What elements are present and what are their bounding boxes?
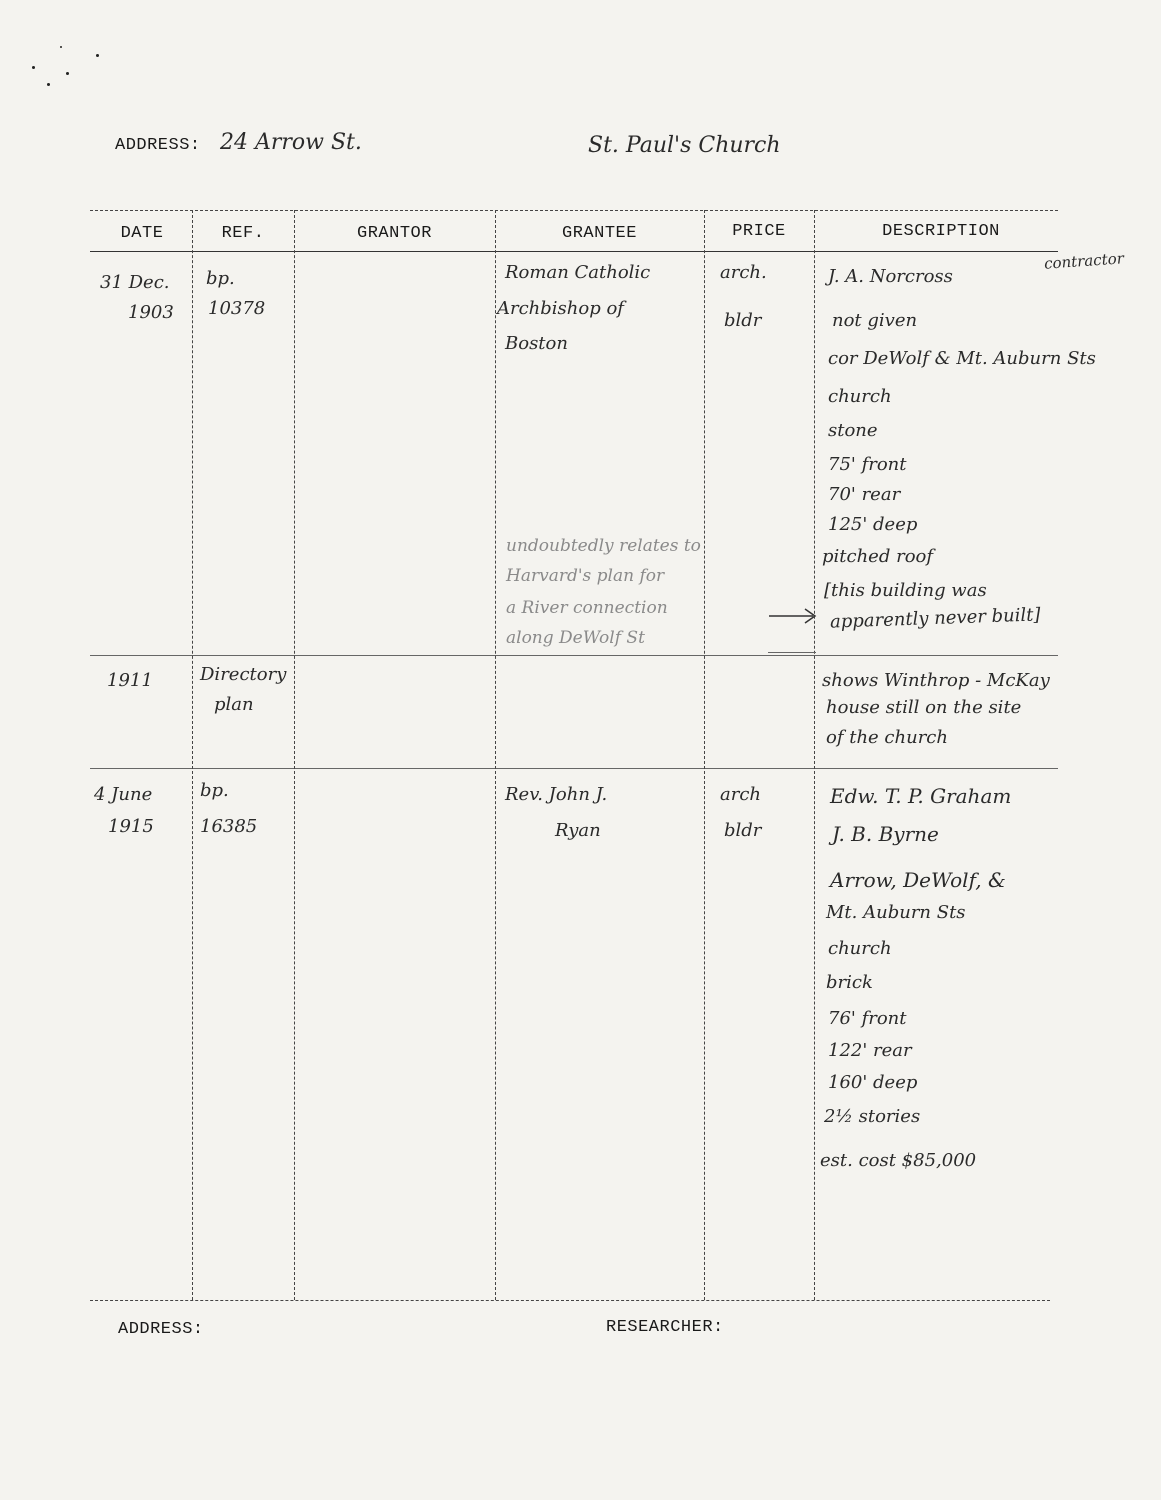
row1-desc-line6: 75' front [828,454,907,475]
row1-note-line2: Harvard's plan for [506,566,665,586]
row3-desc-line4: Mt. Auburn Sts [826,902,966,923]
row1-desc-line7: 70' rear [828,484,901,505]
row3-desc-line9: 160' deep [828,1072,918,1093]
row2-date: 1911 [107,670,153,691]
column-divider-1 [192,210,193,1300]
table-top-rule [90,210,1058,211]
row1-desc-line11: apparently never built] [829,604,1041,633]
row1-note-line3: a River connection [506,598,668,618]
row1-price-line2: bldr [724,310,762,331]
row1-grantee-line2: Archbishop of [497,298,624,319]
column-header-date: DATE [120,224,164,243]
footer-researcher-label: RESEARCHER: [606,1318,724,1337]
column-header-ref: REF. [221,224,265,243]
row1-desc-line9: pitched roof [822,546,934,567]
row2-desc-line1: shows Winthrop - McKay [822,670,1050,691]
row3-price-line1: arch [720,784,762,805]
header-bottom-rule [90,251,1058,252]
footer-address-label: ADDRESS: [118,1320,204,1339]
row3-date-year: 1915 [108,816,154,837]
row1-note-line4: along DeWolf St [506,628,645,648]
note-underline [768,652,816,653]
column-divider-4 [704,210,705,1300]
row1-desc-line3: cor DeWolf & Mt. Auburn Sts [828,348,1096,369]
address-label: ADDRESS: [115,136,201,155]
row1-desc-contractor-name: J. A. Norcross [828,266,953,287]
row1-desc-line8: 125' deep [828,514,918,535]
row2-ref-line2: plan [214,694,254,715]
row1-price-line1: arch. [720,262,767,283]
row3-desc-line11: est. cost $85,000 [820,1150,977,1171]
column-divider-5 [814,210,815,1300]
row-divider-1 [90,655,1058,656]
row1-date-day: 31 Dec. [100,272,170,293]
row1-grantee-line1: Roman Catholic [505,262,651,283]
table-bottom-rule [90,1300,1050,1301]
row3-desc-line3: Arrow, DeWolf, & [830,868,1006,892]
row3-desc-line7: 76' front [828,1008,907,1029]
row3-desc-line6: brick [826,972,873,993]
row1-ref-type: bp. [206,268,235,289]
column-header-description: DESCRIPTION [882,222,1000,241]
row1-desc-line5: stone [828,420,878,441]
row3-grantee-line1: Rev. John J. [505,784,608,805]
row1-desc-line2: not given [832,310,918,331]
row3-ref-type: bp. [200,780,229,801]
row1-grantee-line3: Boston [505,333,568,354]
row1-note-line1: undoubtedly relates to [506,536,701,556]
column-header-grantor: GRANTOR [357,224,432,243]
row1-ref-number: 10378 [208,298,266,319]
row1-desc-contractor-note: contractor [1043,249,1125,273]
row2-desc-line2: house still on the site [826,697,1022,718]
row1-date-year: 1903 [128,302,174,323]
row3-ref-number: 16385 [200,816,258,837]
building-name: St. Paul's Church [588,133,781,158]
column-divider-2 [294,210,295,1300]
row3-desc-line10: 2½ stories [824,1106,921,1127]
row1-desc-line4: church [828,386,892,407]
row3-desc-line8: 122' rear [828,1040,912,1061]
row1-desc-line10: [this building was [824,580,987,601]
column-divider-3 [495,210,496,1300]
column-header-grantee: GRANTEE [562,224,637,243]
row3-grantee-line2: Ryan [555,820,601,841]
row3-desc-line2: J. B. Byrne [832,822,939,846]
address-value: 24 Arrow St. [220,130,362,155]
row2-ref-line1: Directory [200,664,287,685]
row3-price-line2: bldr [724,820,762,841]
row3-desc-line5: church [828,938,892,959]
row2-desc-line3: of the church [826,727,948,748]
note-arrow-icon [765,604,821,628]
row-divider-2 [90,768,1058,769]
column-header-price: PRICE [732,222,786,241]
row3-desc-line1: Edw. T. P. Graham [830,784,1012,808]
row3-date-day: 4 June [94,784,153,805]
